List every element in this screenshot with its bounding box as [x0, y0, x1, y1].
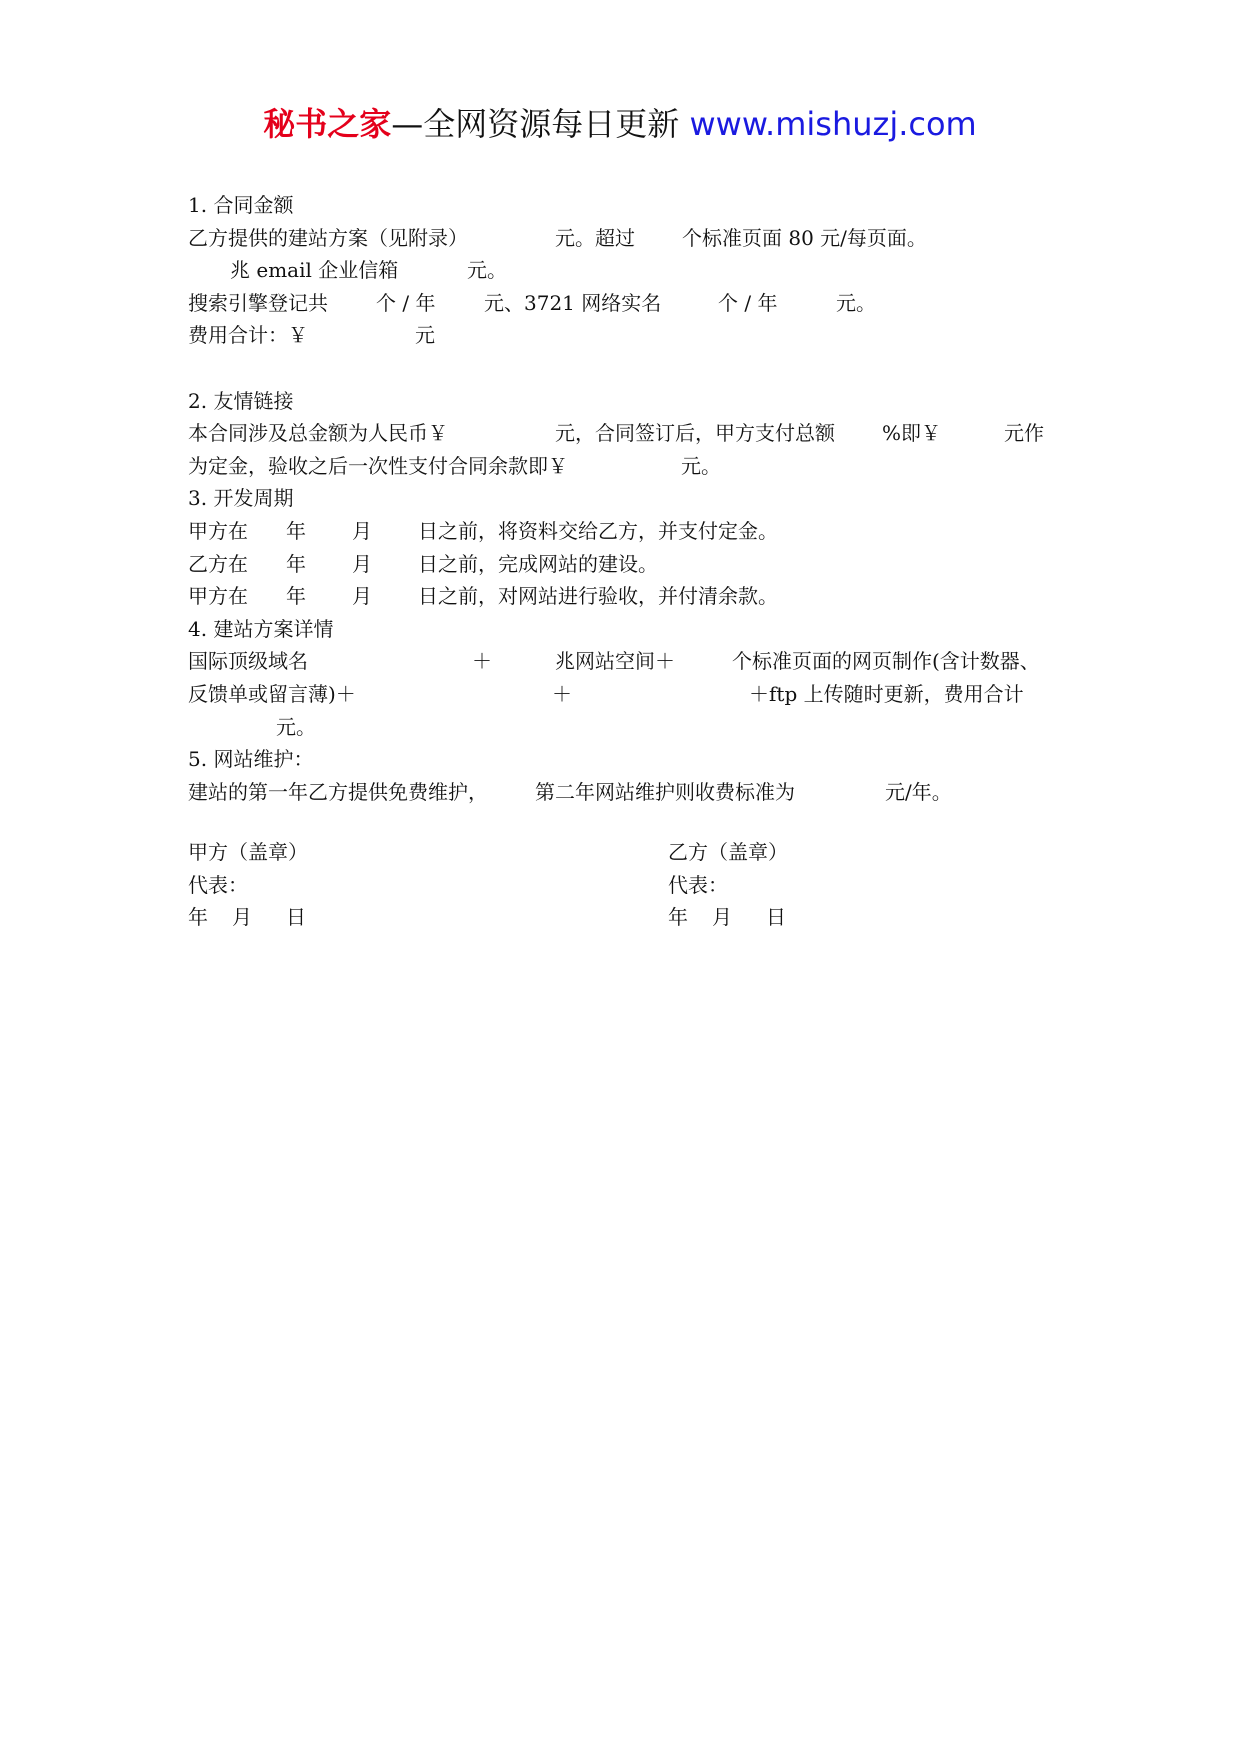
party-a-month: 月: [232, 905, 252, 930]
party-a-signature: [188, 836, 488, 934]
contract-line: 费用合计：￥ 元: [188, 323, 435, 348]
contract-line: 搜索引擎登记共 个 / 年 元、3721 网络实名 个 / 年 元。: [188, 290, 876, 315]
section-heading-5: 5. 网站维护：: [188, 747, 314, 772]
blank-line: [188, 352, 1068, 385]
header-dash: —: [391, 105, 424, 143]
site-url-link[interactable]: www.mishuzj.com: [689, 105, 977, 143]
schedule-row: 甲方在 年 月 日之前，将资料交给乙方，并支付定金。: [188, 518, 778, 543]
contract-line: 乙方提供的建站方案（见附录） 元。超过 个标准页面 80 元/每页面。: [188, 225, 927, 250]
contract-line: 元。: [276, 714, 316, 739]
contract-line: 兆 email 企业信箱 元。: [230, 258, 507, 283]
section-heading-3: 3. 开发周期: [188, 486, 294, 511]
contract-line: 建站的第一年乙方提供免费维护， 第二年网站维护则收费标准为 元/年。: [188, 779, 952, 804]
party-b-label: 乙方（盖章）: [668, 840, 788, 864]
party-b-month: 月: [712, 905, 732, 930]
party-b-day: 日: [766, 905, 786, 930]
contract-line: 为定金，验收之后一次性支付合同余款即￥ 元。: [188, 453, 721, 478]
party-b-year: 年: [668, 905, 688, 930]
schedule-row: 甲方在 年 月 日之前，对网站进行验收，并付清余款。: [188, 584, 778, 609]
party-a-day: 日: [286, 905, 306, 930]
schedule-row: 乙方在 年 月 日之前，完成网站的建设。: [188, 551, 658, 576]
contract-line: 反馈单或留言薄)＋ ＋ ＋ftp 上传随时更新，费用合计: [188, 681, 1024, 706]
party-a-rep: 代表：: [188, 872, 248, 897]
party-a-year: 年: [188, 905, 208, 930]
contract-body: [188, 189, 1068, 808]
header-tagline: 全网资源每日更新: [423, 105, 680, 143]
party-b-rep: 代表：: [668, 872, 728, 897]
party-a-label: 甲方（盖章）: [188, 840, 308, 864]
section-heading-1: 1. 合同金额: [188, 193, 294, 217]
site-header: [0, 100, 1240, 148]
party-b-signature: [668, 836, 968, 934]
section-heading-2: 2. 友情链接: [188, 388, 294, 413]
contract-line: 本合同涉及总金额为人民币￥ 元，合同签订后，甲方支付总额 %即￥ 元作: [188, 421, 1044, 446]
section-heading-4: 4. 建站方案详情: [188, 616, 334, 641]
contract-line: 国际顶级域名 ＋ 兆网站空间＋ 个标准页面的网页制作(含计数器、: [188, 649, 1040, 674]
brand-name: 秘书之家: [263, 105, 392, 143]
